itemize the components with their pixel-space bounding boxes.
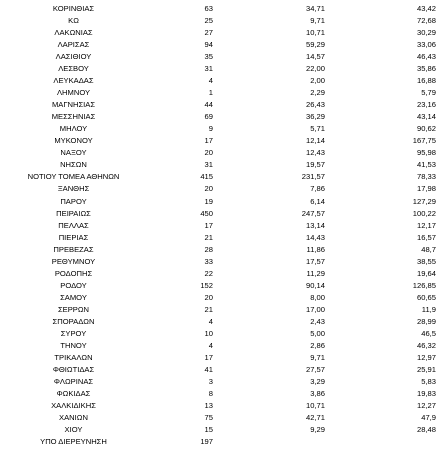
ratio-cell: 41,53 <box>416 160 436 170</box>
cases-cell: 35 <box>204 52 213 62</box>
cases-cell: 17 <box>204 352 213 362</box>
ratio-cell: 28,48 <box>416 425 436 435</box>
cases-cell: 4 <box>208 340 213 350</box>
cases-cell: 20 <box>204 148 213 158</box>
ratio-cell: 78,33 <box>416 172 436 182</box>
rate-cell: 2,29 <box>310 88 325 98</box>
ratio-cell: 12,17 <box>416 220 436 230</box>
ratio-cell: 11,9 <box>421 304 436 314</box>
region-cell: ΛΕΥΚΑΔΑΣ <box>53 76 94 86</box>
table-row <box>0 316 441 328</box>
region-cell: ΧΙΟΥ <box>64 425 83 435</box>
rate-cell: 8,00 <box>310 292 325 302</box>
rate-cell: 5,00 <box>310 328 325 338</box>
table-row <box>0 424 441 436</box>
table-row <box>0 328 441 340</box>
ratio-cell: 43,42 <box>416 4 436 14</box>
table-row <box>0 436 441 448</box>
rate-cell: 22,00 <box>305 64 325 74</box>
ratio-cell: 28,99 <box>416 316 436 326</box>
table-row <box>0 75 441 87</box>
rate-cell: 42,71 <box>305 413 325 423</box>
ratio-cell: 5,79 <box>421 88 436 98</box>
rate-cell: 10,71 <box>305 28 325 38</box>
ratio-cell: 16,88 <box>416 76 436 86</box>
ratio-cell: 47,9 <box>421 413 436 423</box>
rate-cell: 26,43 <box>305 100 325 110</box>
region-cell: ΦΩΚΙΔΑΣ <box>56 389 91 399</box>
region-cell: ΚΟΡΙΝΘΙΑΣ <box>52 4 95 14</box>
ratio-cell: 12,27 <box>416 401 436 411</box>
rate-cell: 12,43 <box>305 148 325 158</box>
cases-cell: 20 <box>204 292 213 302</box>
table-row <box>0 292 441 304</box>
rate-cell: 6,14 <box>310 196 325 206</box>
cases-cell: 31 <box>204 160 213 170</box>
rate-cell: 17,00 <box>305 304 325 314</box>
cases-cell: 41 <box>204 364 213 374</box>
table-row <box>0 244 441 256</box>
cases-cell: 44 <box>204 100 213 110</box>
table-row <box>0 63 441 75</box>
rate-cell: 10,71 <box>305 401 325 411</box>
table-row <box>0 171 441 183</box>
ratio-cell: 90,62 <box>416 124 436 134</box>
rate-cell: 59,29 <box>305 40 325 50</box>
table-row <box>0 208 441 220</box>
table-row <box>0 196 441 208</box>
cases-cell: 152 <box>200 280 213 290</box>
table-body <box>0 3 441 448</box>
table-row <box>0 159 441 171</box>
region-cell: ΠΙΕΡΙΑΣ <box>58 232 89 242</box>
region-cell: ΛΑΚΩΝΙΑΣ <box>54 28 93 38</box>
cases-cell: 15 <box>204 425 213 435</box>
cases-cell: 450 <box>200 208 213 218</box>
cases-cell: 27 <box>204 28 213 38</box>
rate-cell: 36,29 <box>305 112 325 122</box>
region-cell: ΠΕΛΛΑΣ <box>58 220 89 230</box>
table-row <box>0 111 441 123</box>
table-row <box>0 87 441 99</box>
cases-cell: 21 <box>204 304 213 314</box>
table-row <box>0 99 441 111</box>
ratio-cell: 38,55 <box>416 256 436 266</box>
table-row <box>0 364 441 376</box>
table-row <box>0 280 441 292</box>
region-cell: ΜΥΚΟΝΟΥ <box>54 136 93 146</box>
ratio-cell: 46,43 <box>416 52 436 62</box>
region-cell: ΛΑΣΙΘΙΟΥ <box>55 52 92 62</box>
rate-cell: 19,57 <box>305 160 325 170</box>
region-cell: ΛΑΡΙΣΑΣ <box>57 40 90 50</box>
ratio-cell: 19,83 <box>416 389 436 399</box>
region-cell: ΥΠΟ ΔΙΕΡΕΥΝΗΣΗ <box>40 437 107 447</box>
region-cell: ΡΟΔΟΠΗΣ <box>54 268 93 278</box>
region-cell: ΡΟΔΟΥ <box>60 280 87 290</box>
rate-cell: 7,86 <box>310 184 325 194</box>
rate-cell: 13,14 <box>305 220 325 230</box>
region-cell: ΣΠΟΡΑΔΩΝ <box>52 316 95 326</box>
table-row <box>0 39 441 51</box>
region-cell: ΠΡΕΒΕΖΑΣ <box>53 244 94 254</box>
region-cell: ΤΡΙΚΑΛΩΝ <box>54 352 93 362</box>
rate-cell: 3,86 <box>310 389 325 399</box>
cases-cell: 415 <box>200 172 213 182</box>
table-row <box>0 340 441 352</box>
table-row <box>0 304 441 316</box>
rate-cell: 9,29 <box>310 425 325 435</box>
ratio-cell: 19,64 <box>416 268 436 278</box>
region-cell: ΣΑΜΟΥ <box>60 292 87 302</box>
cases-cell: 20 <box>204 184 213 194</box>
table-row <box>0 400 441 412</box>
rate-cell: 2,00 <box>310 76 325 86</box>
table-row <box>0 183 441 195</box>
cases-cell: 3 <box>208 376 213 386</box>
region-cell: ΦΛΩΡΙΝΑΣ <box>53 376 94 386</box>
region-cell: ΠΕΙΡΑΙΩΣ <box>56 208 91 218</box>
table-row <box>0 147 441 159</box>
region-cell: ΞΑΝΘΗΣ <box>57 184 90 194</box>
cases-cell: 13 <box>204 401 213 411</box>
cases-cell: 28 <box>204 244 213 254</box>
table-row <box>0 51 441 63</box>
table-row <box>0 15 441 27</box>
region-cell: ΜΕΣΣΗΝΙΑΣ <box>51 112 96 122</box>
rate-cell: 231,57 <box>301 172 325 182</box>
cases-cell: 9 <box>208 124 213 134</box>
ratio-cell: 16,57 <box>416 232 436 242</box>
cases-cell: 197 <box>200 437 213 447</box>
region-cell: ΛΕΣΒΟΥ <box>58 64 89 74</box>
table-row <box>0 352 441 364</box>
region-cell: ΣΥΡΟΥ <box>60 328 87 338</box>
ratio-cell: 33,06 <box>416 40 436 50</box>
rate-cell: 27,57 <box>305 364 325 374</box>
ratio-cell: 23,16 <box>416 100 436 110</box>
table-row <box>0 27 441 39</box>
cases-cell: 31 <box>204 64 213 74</box>
rate-cell <box>213 436 325 448</box>
cases-cell: 10 <box>204 328 213 338</box>
rate-cell: 9,71 <box>310 352 325 362</box>
region-cell: ΧΑΛΚΙΔΙΚΗΣ <box>51 401 96 411</box>
region-cell: ΦΘΙΩΤΙΔΑΣ <box>52 364 95 374</box>
rate-cell: 9,71 <box>310 16 325 26</box>
region-cell: ΚΩ <box>68 16 79 26</box>
rate-cell: 12,14 <box>305 136 325 146</box>
ratio-cell: 48,7 <box>421 244 436 254</box>
cases-cell: 4 <box>208 316 213 326</box>
ratio-cell: 60,65 <box>416 292 436 302</box>
region-cell: ΝΟΤΙΟΥ ΤΟΜΕΑ ΑΘΗΝΩΝ <box>27 172 120 182</box>
region-cell: ΤΗΝΟΥ <box>60 340 87 350</box>
region-cell: ΛΗΜΝΟΥ <box>56 88 91 98</box>
cases-cell: 22 <box>204 268 213 278</box>
table-row <box>0 388 441 400</box>
region-cell: ΡΕΘΥΜΝΟΥ <box>51 256 96 266</box>
ratio-cell: 46,32 <box>416 340 436 350</box>
region-cell: ΜΗΛΟΥ <box>59 124 88 134</box>
region-cell: ΧΑΝΙΩΝ <box>59 413 88 423</box>
rate-cell: 14,43 <box>305 232 325 242</box>
regional-cases-table <box>0 3 441 448</box>
table-row <box>0 123 441 135</box>
cases-cell: 19 <box>204 196 213 206</box>
ratio-cell: 126,85 <box>412 280 436 290</box>
region-cell: ΝΗΣΩΝ <box>60 160 87 170</box>
ratio-cell: 25,91 <box>416 364 436 374</box>
region-cell: ΝΑΞΟΥ <box>60 148 87 158</box>
cases-cell: 1 <box>208 88 213 98</box>
cases-cell: 33 <box>204 256 213 266</box>
cases-cell: 94 <box>204 40 213 50</box>
ratio-cell: 46,5 <box>421 328 436 338</box>
ratio-cell: 100,22 <box>412 208 436 218</box>
ratio-cell: 43,14 <box>416 112 436 122</box>
cases-cell: 4 <box>208 76 213 86</box>
rate-cell: 2,43 <box>310 316 325 326</box>
table-row <box>0 232 441 244</box>
cases-cell: 63 <box>204 4 213 14</box>
ratio-cell: 95,98 <box>416 148 436 158</box>
rate-cell: 247,57 <box>301 208 325 218</box>
rate-cell: 11,86 <box>306 244 325 254</box>
rate-cell: 3,29 <box>310 376 325 386</box>
cases-cell: 75 <box>204 413 213 423</box>
table-row <box>0 376 441 388</box>
cases-cell: 17 <box>204 136 213 146</box>
table-row <box>0 3 441 15</box>
rate-cell: 90,14 <box>305 280 325 290</box>
cases-cell: 21 <box>204 232 213 242</box>
table-row <box>0 268 441 280</box>
table-row <box>0 256 441 268</box>
table-row <box>0 135 441 147</box>
rate-cell: 17,57 <box>305 256 325 266</box>
ratio-cell: 35,86 <box>416 64 436 74</box>
ratio-cell: 167,75 <box>412 136 436 146</box>
region-cell: ΜΑΓΝΗΣΙΑΣ <box>51 100 96 110</box>
table-row <box>0 412 441 424</box>
rate-cell: 14,57 <box>305 52 325 62</box>
rate-cell: 11,29 <box>306 268 325 278</box>
cases-cell: 69 <box>204 112 213 122</box>
ratio-cell: 17,98 <box>416 184 436 194</box>
ratio-cell: 127,29 <box>412 196 436 206</box>
ratio-cell: 72,68 <box>416 16 436 26</box>
ratio-cell: 30,29 <box>416 28 436 38</box>
table-row <box>0 220 441 232</box>
ratio-cell: 12,97 <box>416 352 436 362</box>
rate-cell: 2,86 <box>310 340 325 350</box>
cases-cell: 17 <box>204 220 213 230</box>
cases-cell: 25 <box>204 16 213 26</box>
ratio-cell: 5,83 <box>421 376 436 386</box>
region-cell: ΠΑΡΟΥ <box>60 196 87 206</box>
rate-cell: 34,71 <box>305 4 325 14</box>
cases-cell: 8 <box>208 389 213 399</box>
rate-cell: 5,71 <box>310 124 325 134</box>
ratio-cell <box>325 436 441 448</box>
region-cell: ΣΕΡΡΩΝ <box>57 304 90 314</box>
